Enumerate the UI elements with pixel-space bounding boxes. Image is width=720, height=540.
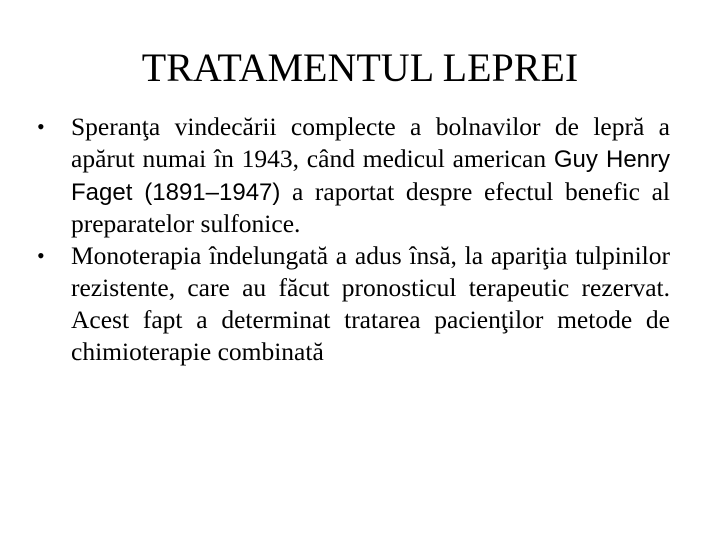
bullet-item-1: [37, 111, 670, 240]
bullet-1-highlight-name: Guy Henry Faget (1891–1947): [71, 145, 671, 206]
bullet-list: [37, 111, 670, 367]
bullet-item-2: [37, 240, 670, 367]
bullet-1-text-before: Speranţa vindecării complecte a bolnavilor de lepră a apărut numai în 1943, când medicul american: [71, 112, 670, 173]
bullet-dot-icon: •: [37, 243, 45, 269]
bullet-2-text: Monoterapia îndelungată a adus însă, la apariţia tulpinilor rezistente, care au făcut pronosticul terapeutic rezervat. Acest fapt a determinat tratarea pacienţilor metode de chimioterapie combinată: [71, 241, 670, 366]
slide-title: TRATAMENTUL LEPREI: [141, 45, 579, 90]
bullet-dot-icon: •: [37, 114, 45, 139]
bullet-1-text-after: a raportat despre efectul benefic al preparatelor sulfonice.: [71, 176, 670, 239]
